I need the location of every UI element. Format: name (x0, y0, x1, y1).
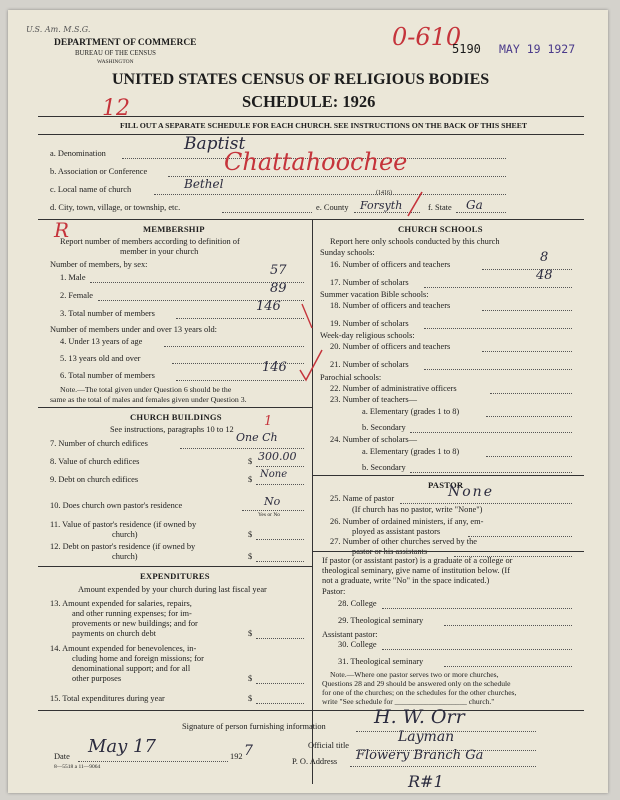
rule-instruction (38, 134, 584, 135)
q2-label: 2. Female (60, 291, 94, 300)
po-address-line (350, 766, 536, 767)
q10-hint: Yes or No (258, 512, 281, 518)
official-title-label: Official title (308, 741, 350, 750)
q28-line (382, 608, 572, 609)
q8-line (256, 466, 304, 467)
denomination-value: Baptist (184, 134, 246, 154)
q10-line (242, 510, 304, 511)
q12-line (256, 561, 304, 562)
rule-pastor (312, 475, 584, 476)
date-label: Date (54, 752, 70, 761)
graduate-instruction-1: If pastor (or assistant pastor) is a graduate of a college or (322, 556, 513, 565)
rule-graduate (312, 551, 584, 552)
membership-note-1: Note.—The total given under Question 6 should be the (60, 385, 232, 394)
q1-value: 57 (270, 263, 287, 278)
pastor-note-4: write "See schedule for ___________________ church." (322, 697, 495, 706)
q25-hint: (If church has no pastor, write "None") (352, 505, 483, 514)
local-name-line (154, 194, 506, 195)
denomination-label: a. Denomination (50, 149, 106, 158)
form-subtitle: SCHEDULE: 1926 (242, 92, 376, 111)
bureau-name: BUREAU OF THE CENSUS (75, 50, 156, 57)
membership-intro-1: Report number of members according to definition of (60, 237, 240, 246)
q18-line (482, 310, 572, 311)
sunday-schools-label: Sunday schools: (320, 248, 375, 257)
q3-label: 3. Total number of members (60, 309, 155, 318)
q15-dollar: $ (248, 694, 253, 703)
q21-line (424, 369, 572, 370)
q26-label-2: ployed as assistant pastors (352, 527, 441, 536)
q14-line-3: denominational support; and for all (72, 664, 191, 673)
expenditures-subheading: Amount expended by your church during last fiscal year (78, 585, 267, 594)
buildings-heading: CHURCH BUILDINGS (130, 412, 222, 422)
membership-intro-2: member in your church (120, 247, 199, 256)
q8-label: 8. Value of church edifices (50, 457, 140, 466)
parochial-schools-label: Parochial schools: (320, 373, 382, 382)
q14-dollar: $ (248, 674, 253, 683)
form-code: 8—5518 a 11—9064 (54, 764, 101, 770)
buildings-subheading: See instructions, paragraphs 10 to 12 (110, 425, 234, 434)
q16-line (482, 269, 572, 270)
q20-line (482, 351, 572, 352)
q8-dollar: $ (248, 457, 253, 466)
q11-dollar: $ (248, 530, 253, 539)
date-line (78, 761, 228, 762)
city-line (222, 212, 312, 213)
rule-expenditures (38, 566, 312, 567)
signature-value: H. W. Orr (374, 706, 465, 728)
pastor-note-1: Note.—Where one pastor serves two or more churches, (330, 670, 499, 679)
q4-label: 4. Under 13 years of age (60, 337, 143, 346)
q23a-label: a. Elementary (grades 1 to 8) (362, 407, 460, 416)
q13-line-4: payments on church debt (72, 629, 156, 638)
q4-line (164, 346, 304, 347)
check-mark-icon (300, 302, 318, 332)
census-schedule-sheet (8, 10, 608, 793)
q10-value: No (264, 495, 281, 508)
q30-line (382, 649, 572, 650)
weekday-schools-label: Week-day religious schools: (320, 331, 415, 340)
serial-stamp: 5190 (452, 42, 481, 56)
county-code: (1416) (376, 190, 392, 196)
state-line (456, 212, 506, 213)
po-address-label: P. O. Address (292, 757, 338, 766)
membership-heading: MEMBERSHIP (143, 224, 205, 234)
department-name: DEPARTMENT OF COMMERCE (54, 38, 197, 48)
date-value: May 17 (88, 736, 156, 757)
q2-value: 89 (270, 281, 287, 296)
q17-line (424, 287, 572, 288)
graduate-instruction-2: theological seminary, give name of institution below. (If (322, 566, 510, 575)
q6-label: 6. Total number of members (60, 371, 155, 380)
q21-label: 21. Number of scholars (330, 360, 409, 369)
q7-label: 7. Number of church edifices (50, 439, 148, 448)
route-number: R#1 (408, 772, 444, 791)
pastor-sub-label: Pastor: (322, 587, 346, 596)
rule-buildings (38, 407, 312, 408)
q9-dollar: $ (248, 475, 253, 484)
q5-label: 5. 13 years old and over (60, 354, 141, 363)
county-label: e. County (316, 203, 349, 212)
q30-label: 30. College (338, 640, 377, 649)
q12-label-1: 12. Debt on pastor's residence (if owned by (50, 542, 196, 551)
rule-sections (38, 219, 584, 220)
q23b-label: b. Secondary (362, 423, 406, 432)
q14-line-2: cluding home and foreign missions; for (72, 654, 204, 663)
q17-label: 17. Number of scholars (330, 278, 409, 287)
q23b-line (410, 432, 572, 433)
q10-label: 10. Does church own pastor's residence (50, 501, 183, 510)
association-value: Chattahoochee (224, 148, 408, 176)
members-by-sex-label: Number of members, by sex: (50, 260, 148, 269)
under-over-label: Number of members under and over 13 years old: (50, 325, 217, 334)
q24b-label: b. Secondary (362, 463, 406, 472)
signature-label: Signature of person furnishing information (182, 722, 326, 731)
q6-value: 146 (262, 360, 287, 375)
q11-label-1: 11. Value of pastor's residence (if owned by (50, 520, 197, 529)
top-left-note: U.S. Am. M.S.G. (26, 25, 91, 34)
q9-label: 9. Debt on church edifices (50, 475, 139, 484)
q8-value: 300.00 (258, 450, 297, 463)
q28-label: 28. College (338, 599, 377, 608)
q27-label-2: pastor or his assistants (352, 547, 428, 556)
pastor-note-3: for one of the churches; on the schedules for the other churches, (322, 688, 517, 697)
summer-schools-label: Summer vacation Bible schools: (320, 290, 429, 299)
city-label: d. City, town, village, or township, etc. (50, 203, 181, 212)
q3-line (176, 318, 304, 319)
schools-heading: CHURCH SCHOOLS (398, 224, 483, 234)
r-mark: R (54, 218, 70, 242)
q6-line (176, 380, 304, 381)
q15-line (256, 703, 304, 704)
q18-label: 18. Number of officers and teachers (330, 301, 451, 310)
q29-label: 29. Theological seminary (338, 616, 424, 625)
official-title-value: Layman (398, 729, 455, 745)
received-date-stamp: MAY 19 1927 (499, 42, 576, 56)
q24-label: 24. Number of scholars— (330, 435, 417, 444)
q22-line (490, 393, 572, 394)
q24a-line (486, 456, 572, 457)
q31-line (444, 666, 572, 667)
buildings-mark: 1 (264, 414, 273, 429)
year-value: 7 (244, 743, 253, 759)
q31-label: 31. Theological seminary (338, 657, 424, 666)
state-label: f. State (428, 203, 452, 212)
association-label: b. Association or Conference (50, 167, 148, 176)
q23-label: 23. Number of teachers— (330, 395, 417, 404)
rule-top (38, 116, 584, 117)
q25-label: 25. Name of pastor (330, 494, 395, 503)
county-value: Forsyth (360, 199, 403, 212)
expenditures-heading: EXPENDITURES (140, 571, 210, 581)
year-prefix: 192 (230, 752, 243, 761)
q7-line (180, 448, 304, 449)
q11-line (256, 539, 304, 540)
q14-line (256, 683, 304, 684)
q12-dollar: $ (248, 552, 253, 561)
membership-note-2: same as the total of males and females given under Question 3. (50, 395, 247, 404)
state-value: Ga (466, 198, 483, 212)
q24b-line (410, 472, 572, 473)
q26-label-1: 26. Number of ordained ministers, if any, em- (330, 517, 484, 526)
q14-line-4: other purposes (72, 674, 122, 683)
q22-label: 22. Number of administrative officers (330, 384, 457, 393)
q25-line (400, 503, 572, 504)
form-instruction: FILL OUT A SEPARATE SCHEDULE FOR EACH CHURCH. SEE INSTRUCTIONS ON THE BACK OF THIS SHEET (120, 121, 528, 130)
q9-value: None (260, 469, 288, 480)
q13-line-3: provements or new buildings; and for (72, 619, 198, 628)
file-number: 0-610 (392, 23, 462, 51)
q1-label: 1. Male (60, 273, 86, 282)
local-name-value: Bethel (184, 177, 224, 191)
q16-label: 16. Number of officers and teachers (330, 260, 451, 269)
q26-line (468, 536, 572, 537)
q11-label-2: church) (112, 530, 138, 539)
q14-line-1: 14. Amount expended for benevolences, in- (50, 644, 197, 653)
q25-value: None (448, 484, 494, 500)
pastor-heading: PASTOR (428, 480, 464, 490)
q20-label: 20. Number of officers and teachers (330, 342, 451, 351)
graduate-instruction-3: not a graduate, write "No" in the space indicated.) (322, 576, 490, 585)
check-mark-icon (406, 190, 426, 218)
schedule-number: 12 (102, 96, 130, 121)
q19-label: 19. Number of scholars (330, 319, 409, 328)
city-name: WASHINGTON (97, 59, 134, 65)
local-name-label: c. Local name of church (50, 185, 132, 194)
q15-label: 15. Total expenditures during year (50, 694, 165, 703)
q13-line-2: and other running expenses; for im- (72, 609, 192, 618)
q23a-line (486, 416, 572, 417)
q9-line (256, 484, 304, 485)
q17-value: 48 (536, 268, 553, 283)
form-title: UNITED STATES CENSUS OF RELIGIOUS BODIES (112, 71, 490, 88)
q13-dollar: $ (248, 629, 253, 638)
q19-line (424, 328, 572, 329)
q7-value: One Ch (236, 431, 278, 444)
q27-label-1: 27. Number of other churches served by the (330, 537, 477, 546)
q13-line (256, 638, 304, 639)
q29-line (444, 625, 572, 626)
q16-value: 8 (540, 250, 549, 265)
q13-line-1: 13. Amount expended for salaries, repairs, (50, 599, 192, 608)
assistant-sub-label: Assistant pastor: (322, 630, 378, 639)
q3-value: 146 (256, 299, 281, 314)
schools-subheading: Report here only schools conducted by this church (330, 237, 500, 246)
pastor-note-2: Questions 28 and 29 should be answered only on the schedule (322, 679, 511, 688)
q24a-label: a. Elementary (grades 1 to 8) (362, 447, 460, 456)
rule-signature (38, 710, 584, 711)
q12-label-2: church) (112, 552, 138, 561)
po-address-value: Flowery Branch Ga (356, 748, 484, 763)
